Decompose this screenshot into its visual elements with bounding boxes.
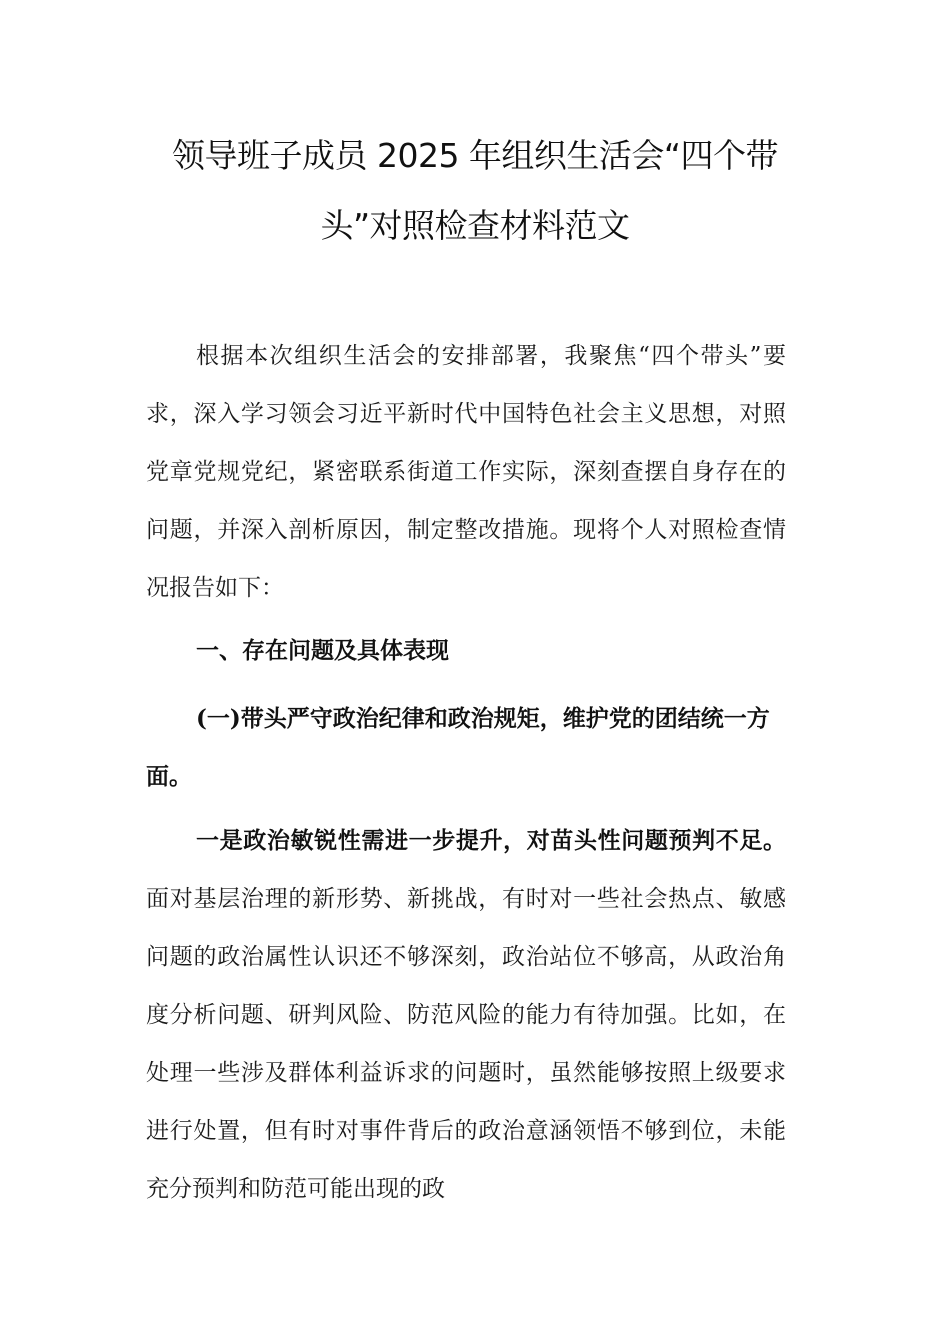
point-body: 面对基层治理的新形势、新挑战，有时对一些社会热点、敏感问题的政治属性认识还不够深刻，政治站位不够高，从政治角度分析问题、研判风险、防范风险的能力有待加强。比如，在处理一些涉及群体利益诉求的问题时，虽然能够按照上级要求进行处置，但有时对事件背后的政治意涵领悟不够到位，未能充分预判和防范可能出现的政 <box>146 886 786 1202</box>
document-title-line-2: 头”对照检查材料范文 <box>320 206 630 245</box>
intro-paragraph: 根据本次组织生活会的安排部署，我聚焦“四个带头”要求，深入学习领会习近平新时代中国特色社会主义思想，对照党章党规党纪，紧密联系街道工作实际，深刻查摆自身存在的问题，并深入剖析原因，制定整改措施。现将个人对照检查情况报告如下： <box>146 343 786 601</box>
point-lead: 一是政治敏锐性需进一步提升，对苗头性问题预判不足。 <box>196 827 786 854</box>
section-heading: 一、存在问题及具体表现 <box>196 637 449 664</box>
document-title-line-1: 领导班子成员 2025 年组织生活会“四个带 <box>171 136 779 175</box>
subsection-heading: (一)带头严守政治纪律和政治规矩，维护党的团结统一方面。 <box>146 705 770 790</box>
point-paragraph <box>146 812 786 1218</box>
